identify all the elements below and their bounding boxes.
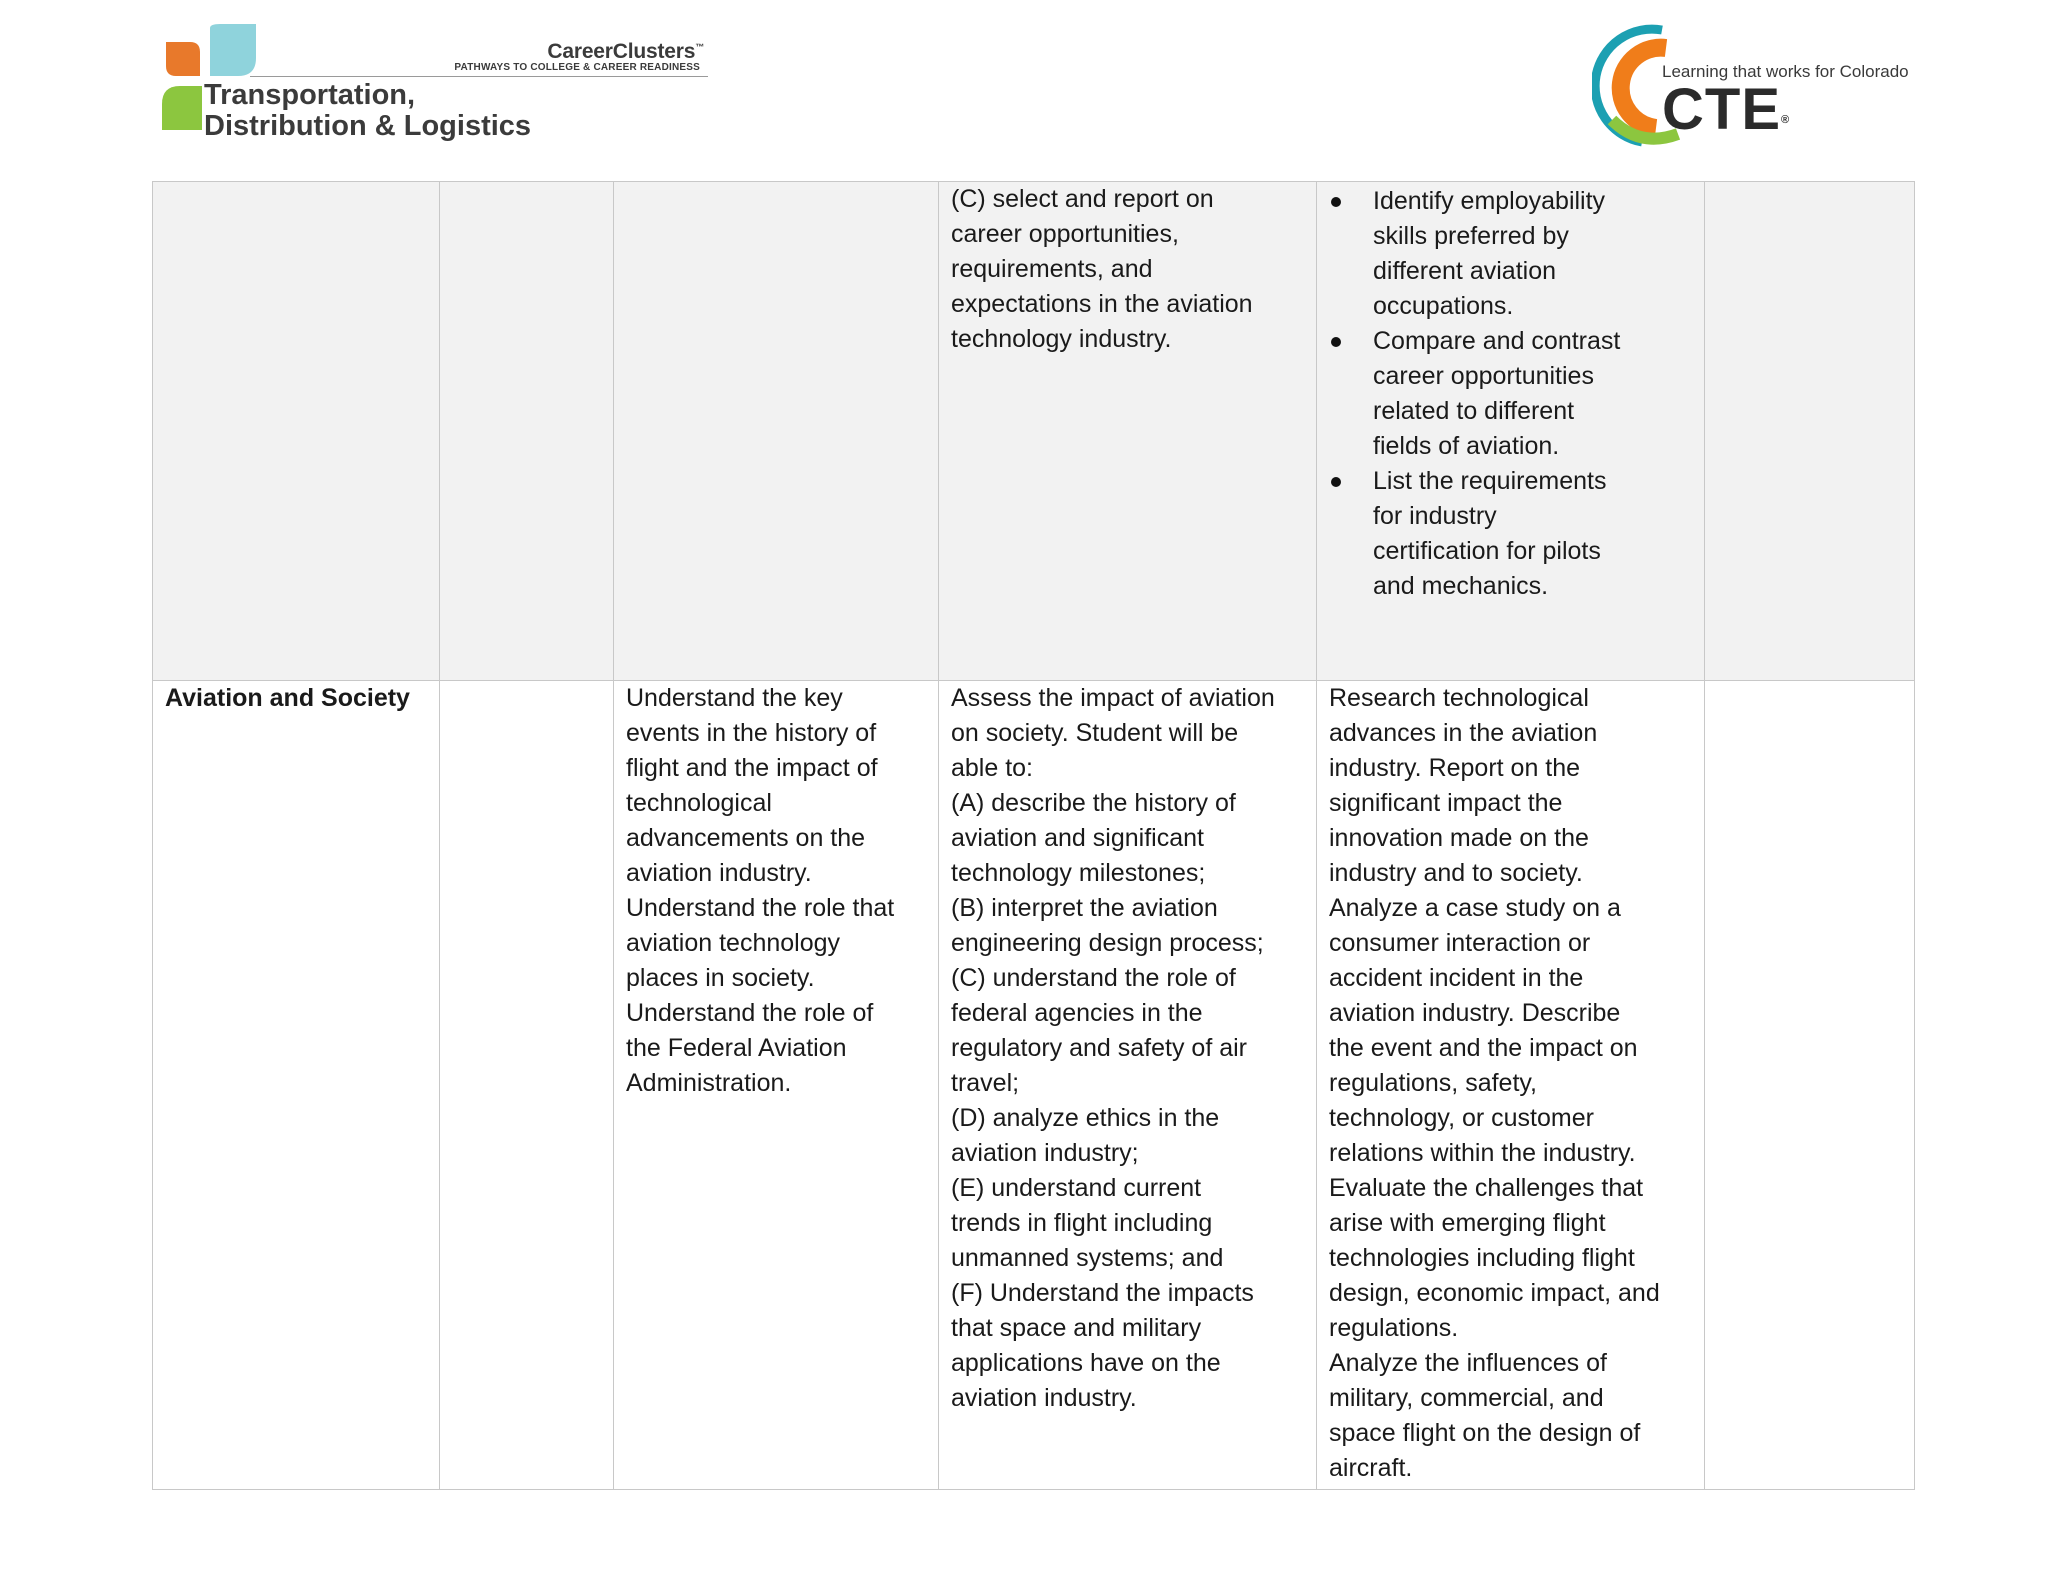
list-item <box>1373 184 1692 324</box>
bullet-icon <box>1331 477 1341 487</box>
list-item <box>1373 464 1692 604</box>
cte-text: CTE <box>1662 77 1781 142</box>
bullet-list <box>1329 184 1692 604</box>
logo-divider <box>250 76 708 77</box>
career-clusters-text: CareerClusters <box>547 40 696 63</box>
table-cell <box>1705 182 1915 681</box>
career-clusters-subtitle: PATHWAYS TO COLLEGE & CAREER READINESS <box>454 62 700 73</box>
cte-tagline: Learning that works for Colorado <box>1662 62 1909 81</box>
trademark-mark: ™ <box>695 42 704 52</box>
list-item-text: Compare and contrast career opportunities related to different fields of aviation. <box>1373 327 1621 460</box>
career-clusters-logo <box>160 24 704 144</box>
standards-table <box>152 181 1915 1490</box>
bullet-icon <box>1331 337 1341 347</box>
bullet-icon <box>1331 197 1341 207</box>
table-row <box>153 182 1915 681</box>
list-item-text: Identify employability skills preferred by different aviation occupations. <box>1373 187 1606 320</box>
objectives-cell: (C) select and report on career opportunities, requirements, and expectations in the aviation technology industry. <box>939 182 1317 681</box>
topic-cell: Aviation and Society <box>153 681 440 1490</box>
objectives-cell: Assess the impact of aviation on society. Student will be able to: (A) describe the history of aviation and significant technology milestones; (B) interpret the aviation engineering design process; (C) understand the role of federal agencies in the regulatory and safety of air travel; (D) analyze ethics in the aviation industry; (E) understand current trends in flight including unmanned systems; and (F) Understand the impacts that space and military applications have on the aviation industry. <box>939 681 1317 1490</box>
career-clusters-wordmark <box>404 40 704 64</box>
table-cell <box>614 182 939 681</box>
activities-cell <box>1317 182 1705 681</box>
page-header <box>0 0 2048 175</box>
topic-cell <box>153 182 440 681</box>
table-cell <box>440 681 614 1490</box>
registered-mark: ® <box>1781 114 1791 126</box>
outcomes-cell: Understand the key events in the history of flight and the impact of technological advancements on the aviation industry. Understand the role that aviation technology places in society. Understand the role of the Federal Aviation Administration. <box>614 681 939 1490</box>
table-cell <box>440 182 614 681</box>
table-row <box>153 681 1915 1490</box>
list-item-text: List the requirements for industry certification for pilots and mechanics. <box>1373 467 1607 600</box>
activities-cell: Research technological advances in the aviation industry. Report on the significant impact the innovation made on the industry and to society. Analyze a case study on a consumer interaction or accident incident in the aviation industry. Describe the event and the impact on regulations, safety, technology, or customer relations within the industry. Evaluate the challenges that arise with emerging flight technologies including flight design, economic impact, and regulations. Analyze the influences of military, commercial, and space flight on the design of aircraft. <box>1317 681 1705 1490</box>
table-cell <box>1705 681 1915 1490</box>
cte-wordmark <box>1662 77 1791 142</box>
cluster-title: Transportation, Distribution & Logistics <box>204 79 532 142</box>
list-item <box>1373 324 1692 464</box>
cte-colorado-logo <box>1592 24 1912 149</box>
